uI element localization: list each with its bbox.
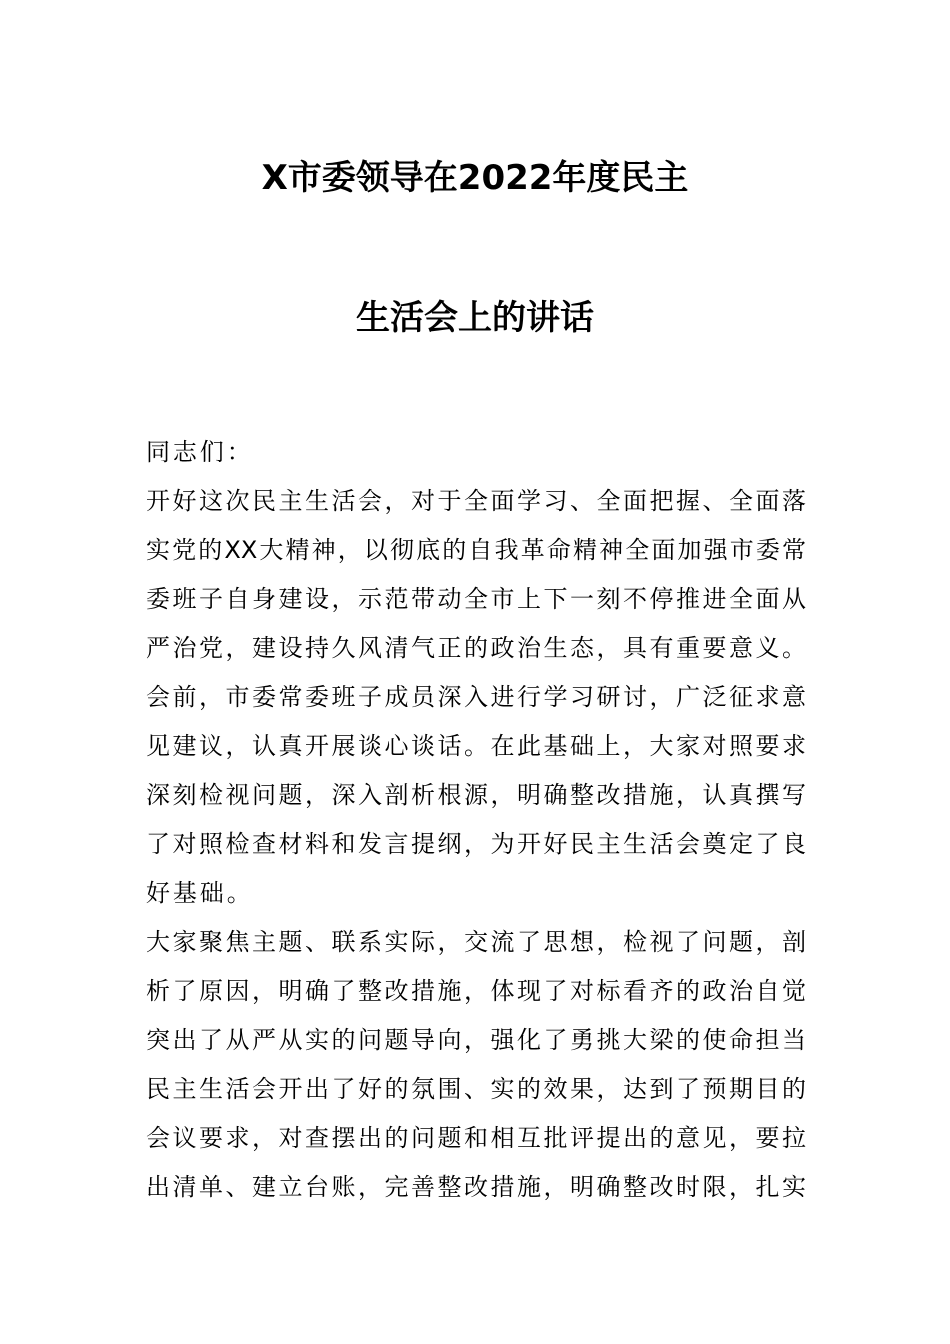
body-line: 见建议，认真开展谈心谈话。在此基础上，大家对照要求 <box>146 732 806 760</box>
body-line: 实党的XX大精神，以彻底的自我革命精神全面加强市委常 <box>146 536 806 564</box>
body-line: 出清单、建立台账，完善整改措施，明确整改时限，扎实 <box>146 1173 806 1201</box>
body-line: 会议要求，对查摆出的问题和相互批评提出的意见，要拉 <box>146 1124 806 1152</box>
body-line: 会前，市委常委班子成员深入进行学习研讨，广泛征求意 <box>146 683 806 711</box>
body-line: 好基础。 <box>146 879 254 907</box>
body-line: 开好这次民主生活会，对于全面学习、全面把握、全面落 <box>146 487 806 515</box>
body-line: 委班子自身建设，示范带动全市上下一刻不停推进全面从 <box>146 585 806 613</box>
body-line: 深刻检视问题，深入剖析根源，明确整改措施，认真撰写 <box>146 781 806 809</box>
salutation: 同志们： <box>146 438 254 466</box>
body-line: 民主生活会开出了好的氛围、实的效果，达到了预期目的 <box>146 1075 806 1103</box>
document-title-line-1: X市委领导在2022年度民主 <box>261 158 689 198</box>
document-title-line-2: 生活会上的讲话 <box>356 298 594 338</box>
body-line: 析了原因，明确了整改措施，体现了对标看齐的政治自觉 <box>146 977 806 1005</box>
body-line: 大家聚焦主题、联系实际，交流了思想，检视了问题，剖 <box>146 928 806 956</box>
body-line: 了对照检查材料和发言提纲，为开好民主生活会奠定了良 <box>146 830 806 858</box>
body-line: 严治党，建设持久风清气正的政治生态，具有重要意义。 <box>146 634 806 662</box>
body-line: 突出了从严从实的问题导向，强化了勇挑大梁的使命担当 <box>146 1026 806 1054</box>
